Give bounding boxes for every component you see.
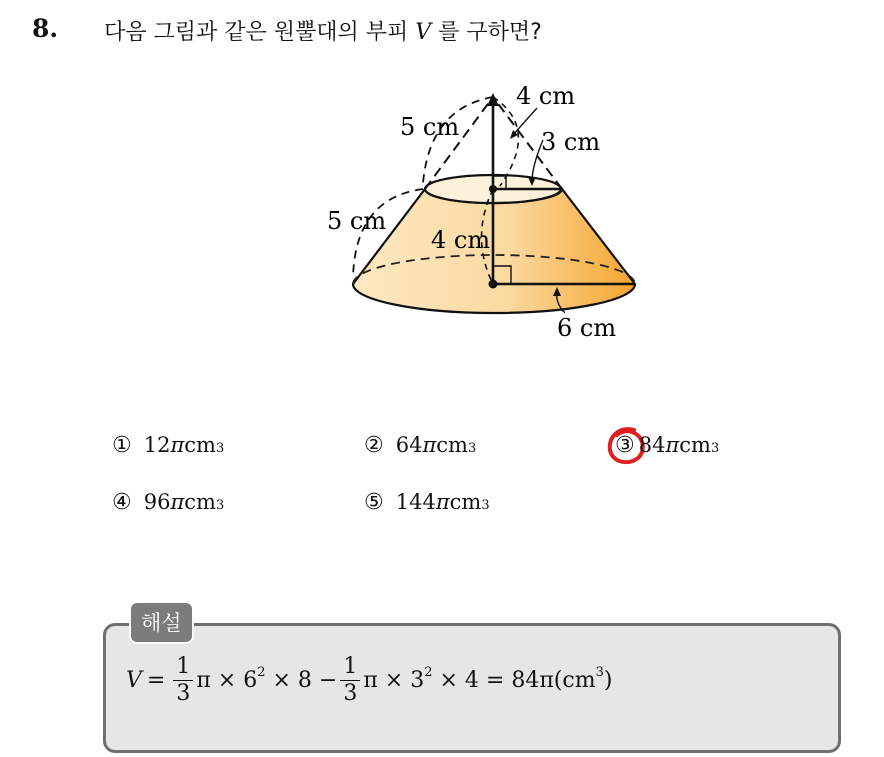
choice-3-mark: ③: [615, 433, 635, 458]
choice-5-exp: 3: [481, 498, 490, 513]
choice-4[interactable]: [112, 490, 224, 515]
choice-1-num: 12: [143, 433, 171, 457]
question-text-after: 를 구하면?: [431, 20, 542, 45]
choice-2-mark: ②: [364, 433, 384, 458]
formula-lhs: V: [126, 668, 142, 693]
choice-4-mark: ④: [112, 490, 132, 515]
fraction-1-numerator: 1: [173, 656, 193, 681]
choice-5[interactable]: [364, 490, 490, 515]
choice-3[interactable]: [615, 433, 719, 458]
label-5cm-upper: 5 cm: [400, 113, 460, 141]
top-center-point: [489, 185, 497, 193]
choice-2-exp: 3: [467, 441, 477, 456]
choice-1-mark: ①: [112, 433, 132, 458]
formula-result-exp: 3: [595, 665, 604, 680]
choice-5-mark: ⑤: [364, 490, 384, 515]
choice-4-num: 96: [143, 490, 171, 514]
choice-5-pi: π: [435, 490, 450, 514]
choice-3-pi: π: [665, 433, 680, 457]
formula-part-2: π × 3: [363, 668, 425, 693]
formula-part-1-exp: 2: [257, 665, 266, 680]
formula-eq: =: [146, 668, 166, 693]
choice-5-unit: cm: [449, 490, 482, 514]
choice-4-unit: cm: [184, 490, 216, 514]
formula-part-2-exp: 2: [424, 665, 433, 680]
choice-1-exp: 3: [215, 441, 225, 456]
arc-height-upper: [493, 97, 518, 186]
fraction-2-numerator: 1: [340, 656, 360, 681]
solution-formula: [126, 656, 612, 705]
choice-2-num: 64: [395, 433, 423, 457]
choice-2[interactable]: [364, 433, 476, 458]
formula-fraction-2: [340, 656, 360, 705]
choice-1[interactable]: [112, 433, 224, 458]
solution-tag: 해설: [129, 601, 194, 644]
label-3cm: 3 cm: [541, 128, 601, 156]
choice-1-pi: π: [170, 433, 185, 457]
formula-part-1: π × 6: [196, 668, 258, 693]
choice-3-exp: 3: [710, 441, 720, 456]
question-variable: V: [415, 20, 432, 45]
label-5cm-lower: 5 cm: [327, 207, 387, 235]
formula-part-2-tail: × 4 = 84π(cm: [432, 668, 596, 693]
choice-5-num: 144: [395, 490, 436, 514]
label-4cm-top: 4 cm: [516, 82, 576, 110]
choice-3-num: 84: [638, 433, 666, 457]
fraction-2-denominator: 3: [343, 681, 358, 706]
choice-4-pi: π: [170, 490, 185, 514]
choice-2-unit: cm: [436, 433, 468, 457]
choice-4-exp: 3: [215, 498, 225, 513]
question-text-before: 다음 그림과 같은 원뿔대의 부피: [104, 20, 416, 45]
formula-part-1-tail: × 8 −: [265, 668, 338, 693]
bottom-center-point: [489, 280, 498, 289]
question-number: 8.: [32, 14, 59, 43]
choice-2-pi: π: [422, 433, 437, 457]
label-4cm-height: 4 cm: [431, 226, 491, 254]
formula-fraction-1: [173, 656, 193, 705]
frustum-figure: [300, 78, 640, 348]
formula-close: ): [603, 668, 613, 693]
choice-3-unit: cm: [679, 433, 711, 457]
question-text: [104, 15, 542, 46]
choice-1-unit: cm: [184, 433, 216, 457]
fraction-1-denominator: 3: [176, 681, 191, 706]
label-6cm: 6 cm: [557, 314, 617, 342]
